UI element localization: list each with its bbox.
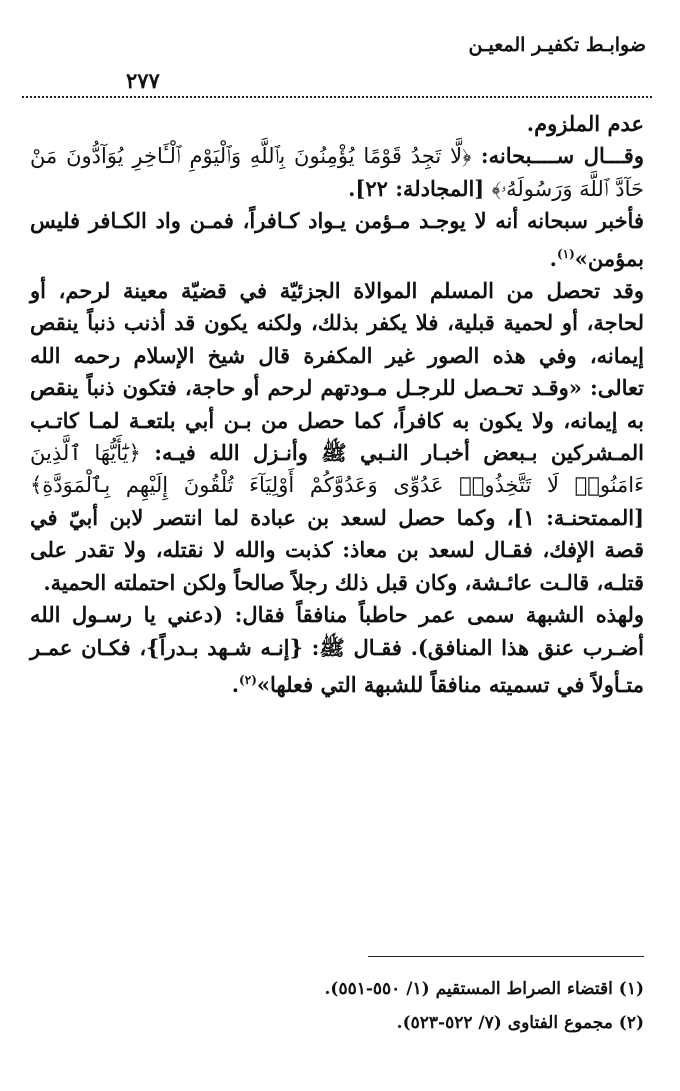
paragraph [30,108,644,140]
text-span: . [549,245,557,271]
main-text [30,108,644,701]
text-span: . [231,671,240,697]
header-rule [22,96,652,98]
text-line: عدم الملزوم. [526,111,644,136]
verse-reference: [المجادلة: ٢٢]. [348,175,492,201]
footnotes [30,972,644,1040]
text-span: فأخبر سبحانه أنه لا يوجـد مـؤمن يـواد كـافراً، فمـن واد الكـافر فليس بمؤمن» [30,208,644,271]
page-header [22,30,652,93]
footnote-separator [368,956,644,957]
paragraph [30,275,644,599]
running-title: ضوابـط تكفيـر المعيـن [468,34,646,56]
quran-verse: ﴿يَٰٓأَيُّهَا ٱلَّذِينَ ءَامَنُوا۟ لَا تَتَّخِذُوا۟ عَدُوِّى وَعَدُوَّكُمْ أَوْلِيَآءَ تُلْقُونَ إِلَيْهِم بِٱلْمَوَدَّةِ﴾ [30,441,644,498]
text-span: ولهذه الشبهة سمى عمر حاطباً منافقاً فقال: (دعني يا رسـول الله أضـرب عنق هذا المنافق). فقـال ﷺ: {إنـه شـهد بـدراً}، فكـان عمـر متـأولاً في تسميته منافقاً للشبهة التي فعلها» [30,602,644,697]
footnote-marker: (١) [556,246,575,261]
footnote-marker: (٢) [239,672,257,687]
paragraph [30,599,644,701]
footnote: (٢) مجموع الفتاوى (٧/ ٥٢٢-٥٢٣). [396,1013,644,1033]
paragraph [30,205,644,275]
page-number: ٢٧٧ [120,70,166,91]
text-span: وقـــال ســــبحانه: [471,143,644,169]
text-span: [الممتحنـة: ١]، وكما حصل لسعد بن عبادة لما انتصر لابن أبيّ في قصة الإفك، فقـال لسعد بن معاذ: كذبت والله لا نقتله، ولا تقدر على قتلـه، قالـت عائـشة، وكان قبل ذلك رجلاً صالحاً ولكن احتملته الحمية. [30,504,645,595]
paragraph [30,140,644,205]
quran-verse: ﴿لَّا تَجِدُ قَوْمًا يُؤْمِنُونَ بِٱللَّهِ وَٱلْيَوْمِ ٱلْـَٔاخِرِ يُوَآدُّونَ مَنْ حَآدَّ ٱللَّهَ وَرَسُولَهُۥ﴾ [30,144,644,201]
text-span: وقد تحصل من المسلم الموالاة الجزئيّة في قضيّة معينة لرحم، أو لحاجة، أو لحمية قبلية، فلا يكفر بذلك، ولكنه يكون قد أذنب ذنباً ينقص إيمانه، وفي هذه الصور غير المكفرة قال شيخ الإسلام رحمه الله تعالى: «وقـد تحـصل للرجـل مـودتهم لرحم أو حاجة، فتكون ذنباً ينقص به إيمانه، ولا يكون به كافراً، كما حصل من بـن أبي بلتعـة لمـا كاتـب المـشركين بـبعض أخبـار النـبي ﷺ وأنـزل الله فيـه: [30,278,644,466]
footnote: (١) اقتضاء الصراط المستقيم (١/ ٥٥٠-٥٥١). [324,979,644,999]
